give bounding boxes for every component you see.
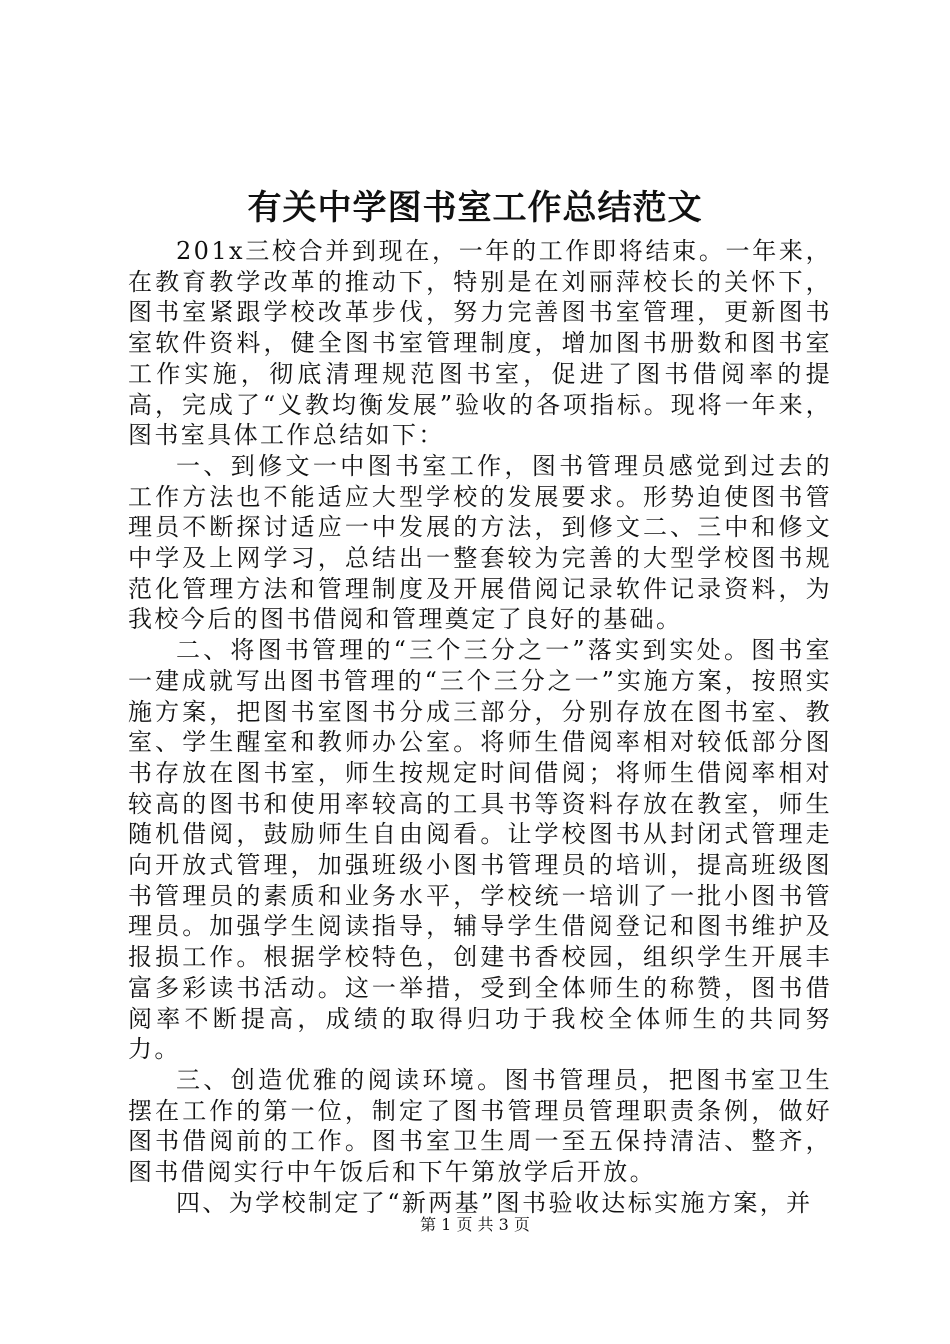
document-body: [128, 236, 832, 1219]
page-footer: 第 1 页 共 3 页: [420, 1215, 530, 1234]
paragraph-intro: 201x三校合并到现在，一年的工作即将结束。一年来，在教育教学改革的推动下，特别是在刘丽萍校长的关怀下，图书室紧跟学校改革步伐，努力完善图书室管理，更新图书室软件资料，健全图书室管理制度，增加图书册数和图书室工作实施，彻底清理规范图书室，促进了图书借阅率的提高，完成了“义教均衡发展”验收的各项指标。现将一年来，图书室具体工作总结如下：: [128, 237, 832, 450]
document-title: 有关中学图书室工作总结范文: [247, 188, 703, 228]
paragraph-section-3: 三、创造优雅的阅读环境。图书管理员，把图书室卫生摆在工作的第一位，制定了图书管理员管理职责条例，做好图书借阅前的工作。图书室卫生周一至五保持清洁、整齐，图书借阅实行中午饭后和下午第放学后开放。: [128, 1065, 832, 1187]
paragraph-section-1: 一、到修文一中图书室工作，图书管理员感觉到过去的工作方法也不能适应大型学校的发展要求。形势迫使图书管理员不断探讨适应一中发展的方法，到修文二、三中和修文中学及上网学习，总结出一整套较为完善的大型学校图书规范化管理方法和管理制度及开展借阅记录软件记录资料，为我校今后的图书借阅和管理奠定了良好的基础。: [128, 451, 832, 634]
paragraph-section-4: 四、为学校制定了“新两基”图书验收达标实施方案，并: [176, 1188, 813, 1217]
paragraph-section-2: 二、将图书管理的“三个三分之一”落实到实处。图书室一建成就写出图书管理的“三个三分之一”实施方案，按照实施方案，把图书室图书分成三部分，分别存放在图书室、教室、学生醒室和教师办公室。将师生借阅率相对较低部分图书存放在图书室，师生按规定时间借阅；将师生借阅率相对较高的图书和使用率较高的工具书等资料存放在教室，师生随机借阅，鼓励师生自由阅看。让学校图书从封闭式管理走向开放式管理，加强班级小图书管理员的培训，提高班级图书管理员的素质和业务水平，学校统一培训了一批小图书管理员。加强学生阅读指导，辅导学生借阅登记和图书维护及报损工作。根据学校特色，创建书香校园，组织学生开展丰富多彩读书活动。这一举措，受到全体师生的称赞，图书借阅率不断提高，成绩的取得归功于我校全体师生的共同努力。: [128, 636, 832, 1064]
